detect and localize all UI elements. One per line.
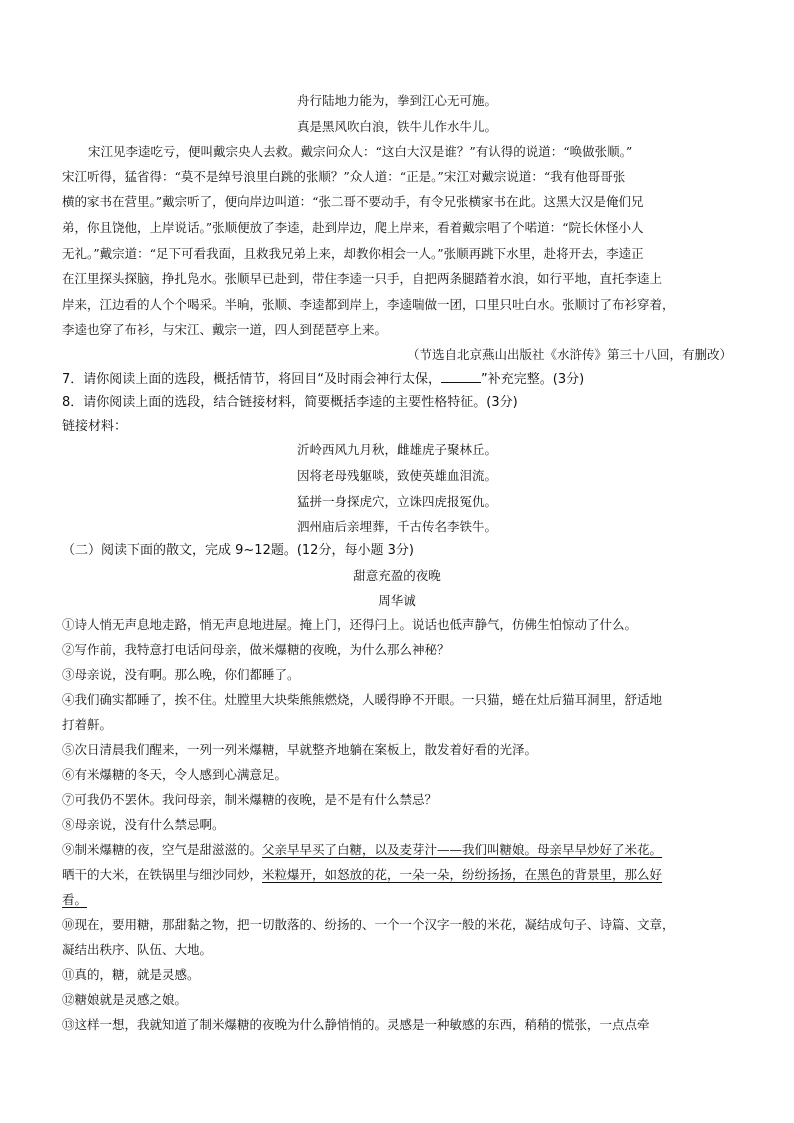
essay-para-4: ④我们确实都睡了，挨不住。灶膛里大块柴熊熊燃烧，人暖得睁不开眼。一只猫，蜷在灶后猫耳洞里，舒适地 bbox=[62, 692, 663, 707]
underlined-text: 父亲早早买了白糖，以及麦芽汁——我们叫糖娘。母亲早早炒好了米花。 bbox=[262, 842, 663, 857]
underlined-text: 米粒爆开，如怒放的花，一朵一朵，纷纷扬扬，在黑色的背景里，那么好 bbox=[262, 867, 663, 882]
para-9-text: ⑨制米爆糖的夜，空气是甜滋滋的。 bbox=[62, 842, 263, 857]
poem-line-2: 真是黑风吹白浪，铁牛儿作水牛儿。 bbox=[296, 119, 497, 134]
underlined-text: 看。 bbox=[62, 892, 88, 907]
story-line-7: 岸来，江边看的人个个喝采。半晌，张顺、李逵都到岸上，李逵喘做一团，口里只吐白水。张顺讨了布衫穿着， bbox=[62, 297, 675, 312]
section-heading: （二）阅读下面的散文，完成 9~12题。(12分，每小题 3分) bbox=[62, 543, 414, 558]
question-7-text-end: ”补充完整。(3分) bbox=[481, 372, 585, 387]
essay-para-6: ⑥有米爆糖的冬天，令人感到心满意足。 bbox=[62, 767, 288, 782]
essay-para-8: ⑧母亲说，没有什么禁忌啊。 bbox=[62, 817, 225, 832]
story-line-3: 横的家书在营里。”戴宗听了，便向岸边叫道：“张二哥不要动手，有令兄张横家书在此。这黑大汉是俺们兄 bbox=[62, 194, 644, 209]
essay-para-9-line-3 bbox=[62, 891, 732, 909]
essay-para-9-line-2 bbox=[62, 866, 732, 884]
essay-title: 甜意充盈的夜晚 bbox=[353, 568, 441, 583]
essay-para-5: ⑤次日清晨我们醒来，一列一列米爆糖，早就整齐地躺在案板上，散发着好看的光泽。 bbox=[62, 742, 538, 757]
essay-para-7: ⑦可我仍不罢休。我问母亲，制米爆糖的夜晚，是不是有什么禁忌？ bbox=[62, 792, 438, 807]
story-line-2: 宋江听得，猛省得：“莫不是绰号浪里白跳的张顺？”众人道：“正是。”宋江对戴宗说道：“我有他哥哥张 bbox=[62, 169, 626, 184]
essay-para-13: ⑬这样一想，我就知道了制米爆糖的夜晚为什么静悄悄的。灵感是一种敏感的东西，稍稍的慌张，一点点牵 bbox=[62, 1017, 650, 1032]
essay-para-4-cont: 打着鼾。 bbox=[62, 717, 113, 732]
link-poem-line-1: 沂岭西风九月秋，雌雄虎子聚林丘。 bbox=[296, 442, 497, 457]
para-9-text: 晒干的大米，在铁锅里与细沙同炒， bbox=[62, 867, 263, 882]
source-note: （节选自北京燕山出版社《水浒传》第三十八回，有删改） bbox=[406, 347, 732, 362]
essay-para-11: ⑪真的，糖，就是灵感。 bbox=[62, 967, 200, 982]
link-poem-line-4: 泗州庙后亲埋葬，千古传名李铁牛。 bbox=[296, 519, 497, 534]
essay-para-10-cont: 凝结出秩序、队伍、大地。 bbox=[62, 942, 213, 957]
link-label: 链接材料： bbox=[62, 419, 128, 434]
essay-para-10: ⑩现在，要用糖，那甜黏之物，把一切散落的、纷扬的、一个一个汉字一般的米花，凝结成句子、诗篇、文章， bbox=[62, 917, 675, 932]
story-line-4: 弟，你且饶他，上岸说话。”张顺便放了李逵，赴到岸边，爬上岸来，看着戴宗唱了个喏道：“院长休怪小人 bbox=[62, 220, 644, 235]
answer-blank[interactable] bbox=[441, 370, 481, 383]
essay-author: 周华诚 bbox=[378, 593, 416, 608]
story-line-8: 李逵也穿了布衫，与宋江、戴宗一道，四人到琵琶亭上来。 bbox=[62, 322, 388, 337]
essay-para-3: ③母亲说，没有啊。那么晚，你们都睡了。 bbox=[62, 667, 300, 682]
story-line-1: 宋江见李逵吃亏，便叫戴宗央人去救。戴宗问众人：“这白大汉是谁？”有认得的说道：“唤做张顺。” bbox=[88, 144, 633, 159]
essay-para-1: ①诗人悄无声息地走路，悄无声息地进屋。掩上门，还得闩上。说话也低声静气，仿佛生怕惊动了什么。 bbox=[62, 617, 638, 632]
essay-para-2: ②写作前，我特意打电话问母亲，做米爆糖的夜晚，为什么那么神秘？ bbox=[62, 642, 450, 657]
question-8: 8．请你阅读上面的选段，结合链接材料，简要概括李逵的主要性格特征。(3分) bbox=[62, 395, 518, 410]
story-line-5: 无礼。”戴宗道：“足下可看我面，且救我兄弟上来，却教你相会一人。”张顺再跳下水里，赴将开去，李逵正 bbox=[62, 246, 644, 261]
poem-line-1: 舟行陆地力能为，拳到江心无可施。 bbox=[296, 93, 497, 108]
link-poem-line-3: 猛拼一身探虎穴，立诛四虎报冤仇。 bbox=[296, 494, 497, 509]
story-line-6: 在江里探头探脑，挣扎凫水。张顺早已赴到，带住李逵一只手，自把两条腿踏着水浪，如行平地，直托李逵上 bbox=[62, 271, 663, 286]
essay-para-9-line-1 bbox=[62, 841, 732, 859]
question-7 bbox=[62, 370, 732, 389]
link-poem-line-2: 因将老母残躯啖，致使英雄血泪流。 bbox=[296, 468, 497, 483]
question-7-text: 7．请你阅读上面的选段，概括情节，将回目“及时雨会神行太保， bbox=[62, 372, 442, 387]
essay-para-12: ⑫糖娘就是灵感之娘。 bbox=[62, 992, 188, 1007]
